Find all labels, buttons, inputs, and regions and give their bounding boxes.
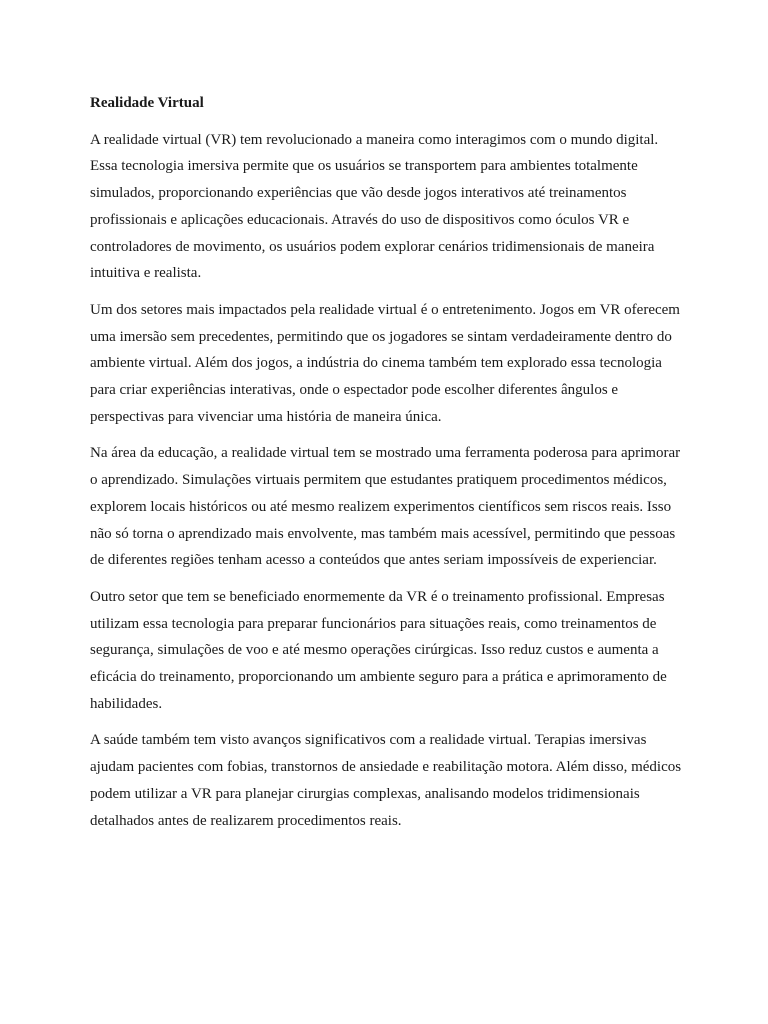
paragraph-training: Outro setor que tem se beneficiado enormemente da VR é o treinamento profissional. Empresas utilizam essa tecnologia para preparar funcionários para situações reais, como treinamentos de segurança, simulações de voo e até mesmo operações cirúrgicas. Isso reduz custos e aumenta a eficácia do treinamento, proporcionando um ambiente seguro para a prática e aprimoramento de habilidades. — [90, 588, 667, 712]
paragraph-health: A saúde também tem visto avanços significativos com a realidade virtual. Terapias imersivas ajudam pacientes com fobias, transtornos de ansiedade e reabilitação motora. Além disso, médicos podem utilizar a VR para planejar cirurgias complexas, analisando modelos tridimensionais detalhados antes de realizarem procedimentos reais. — [90, 732, 682, 829]
paragraph-education: Na área da educação, a realidade virtual tem se mostrado uma ferramenta poderosa para aprimorar o aprendizado. Simulações virtuais permitem que estudantes pratiquem procedimentos médicos, explorem locais históricos ou até mesmo realizem experimentos científicos sem riscos reais. Isso não só torna o aprendizado mais envolvente, mas também mais acessível, permitindo que pessoas de diferentes regiões tenham acesso a conteúdos que antes seriam impossíveis de experienciar. — [90, 445, 681, 569]
paragraph-entertainment: Um dos setores mais impactados pela realidade virtual é o entretenimento. Jogos em VR oferecem uma imersão sem precedentes, permitindo que os jogadores se sintam verdadeiramente dentro do ambiente virtual. Além dos jogos, a indústria do cinema também tem explorado essa tecnologia para criar experiências interativas, onde o espectador pode escolher diferentes ângulos e perspectivas para vivenciar uma história de maneira única. — [90, 301, 680, 425]
paragraph-intro: A realidade virtual (VR) tem revolucionado a maneira como interagimos com o mundo digital. Essa tecnologia imersiva permite que os usuários se transportem para ambientes totalmente simulados, proporcionando experiências que vão desde jogos interativos até treinamentos profissionais e aplicações educacionais. Através do uso de dispositivos como óculos VR e controladores de movimento, os usuários podem explorar cenários tridimensionais de maneira intuitiva e realista. — [90, 131, 659, 282]
document-title: Realidade Virtual — [90, 95, 204, 111]
document-page — [90, 90, 682, 844]
